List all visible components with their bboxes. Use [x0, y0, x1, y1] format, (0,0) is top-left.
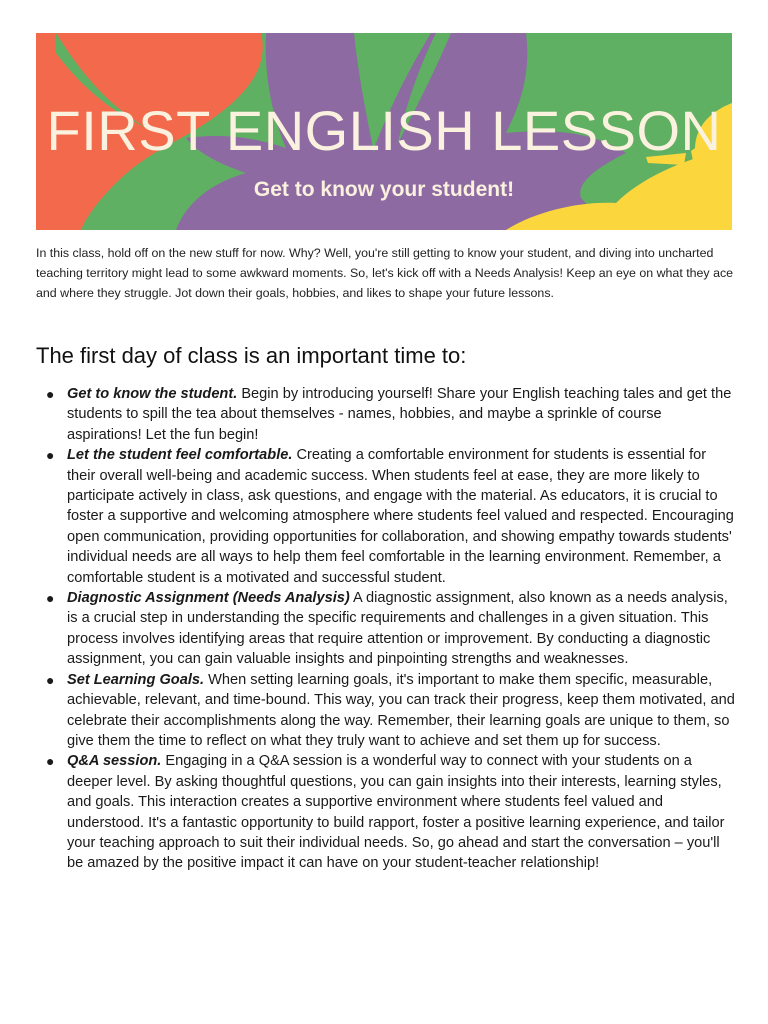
- point-title: Get to know the student.: [67, 386, 238, 402]
- bullet-icon: ●: [46, 671, 55, 688]
- intro-paragraph: In this class, hold off on the new stuff for now. Why? Well, you're still getting to know your student, and diving into uncharted teaching territory might lead to some awkward moments. So, let's kick off with a Needs Analysis! Keep an eye on what they ace and where they struggle. Jot down their goals, hobbies, and likes to shape your future lessons.: [36, 246, 734, 301]
- section-heading: The first day of class is an important time to:: [36, 343, 467, 368]
- point-text: A diagnostic assignment, also known as a needs analysis, is a crucial step in understanding the specific requirements and challenges in a given situation. This process involves identifying areas that require attention or improvement. By conducting a diagnostic assignment, you can gain valuable insights and pinpointing strengths and weaknesses.: [67, 590, 728, 668]
- bullet-icon: ●: [46, 386, 55, 402]
- banner-subtitle: Get to know your student!: [253, 178, 515, 201]
- point-title: Set Learning Goals.: [67, 671, 205, 688]
- list-item: [36, 445, 736, 588]
- point-text: Begin by introducing yourself! Share your English teaching tales and get the students to spill the tea about themselves - names, hobbies, and maybe a sprinkle of course aspirations! Let the fun begin!: [67, 386, 732, 443]
- bullet-icon: ●: [46, 590, 55, 607]
- banner-title: FIRST ENGLISH LESSON: [46, 99, 722, 162]
- point-text: Engaging in a Q&A session is a wonderful way to connect with your students on a deeper level. By asking thoughtful questions, you can gain insights into their interests, learning styles, and goals. This interaction creates a supportive environment where students feel valued and understood. It's a fantastic opportunity to build rapport, foster a positive learning experience, and tailor your teaching approach to suit their individual needs. So, go ahead and start the conversation – you'll be amazed by the positive impact it can have on your student-teacher relationship!: [67, 753, 725, 872]
- point-text: When setting learning goals, it's important to make them specific, measurable, achievable, relevant, and time-bound. This way, you can track their progress, keep them motivated, and celebrate their accomplishments along the way. Remember, their learning goals are unique to them, so give them the time to reflect on what they truly want to achieve and set them up for success.: [67, 671, 735, 749]
- point-title: Let the student feel comfortable.: [67, 447, 293, 464]
- header-banner: [36, 33, 732, 230]
- bullet-icon: ●: [46, 447, 55, 464]
- point-title: Diagnostic Assignment (Needs Analysis): [67, 590, 350, 607]
- list-item: [36, 670, 736, 752]
- list-item: [36, 384, 736, 445]
- point-text: Creating a comfortable environment for students is essential for their overall well-being and academic success. When students feel at ease, they are more likely to participate actively in class, ask questions, and engage with the material. As educators, it is crucial to foster a supportive and welcoming atmosphere where students feel valued and respected. Encouraging open communication, providing opportunities for collaboration, and showing empathy towards students' individual needs are all ways to help them feel comfortable in the learning environment. Remember, a comfortable student is a motivated and successful student.: [67, 447, 734, 586]
- list-item: [36, 751, 736, 873]
- key-points-list: [36, 384, 736, 874]
- point-title: Q&A session.: [67, 753, 162, 770]
- bullet-icon: ●: [46, 753, 55, 770]
- list-item: [36, 588, 736, 670]
